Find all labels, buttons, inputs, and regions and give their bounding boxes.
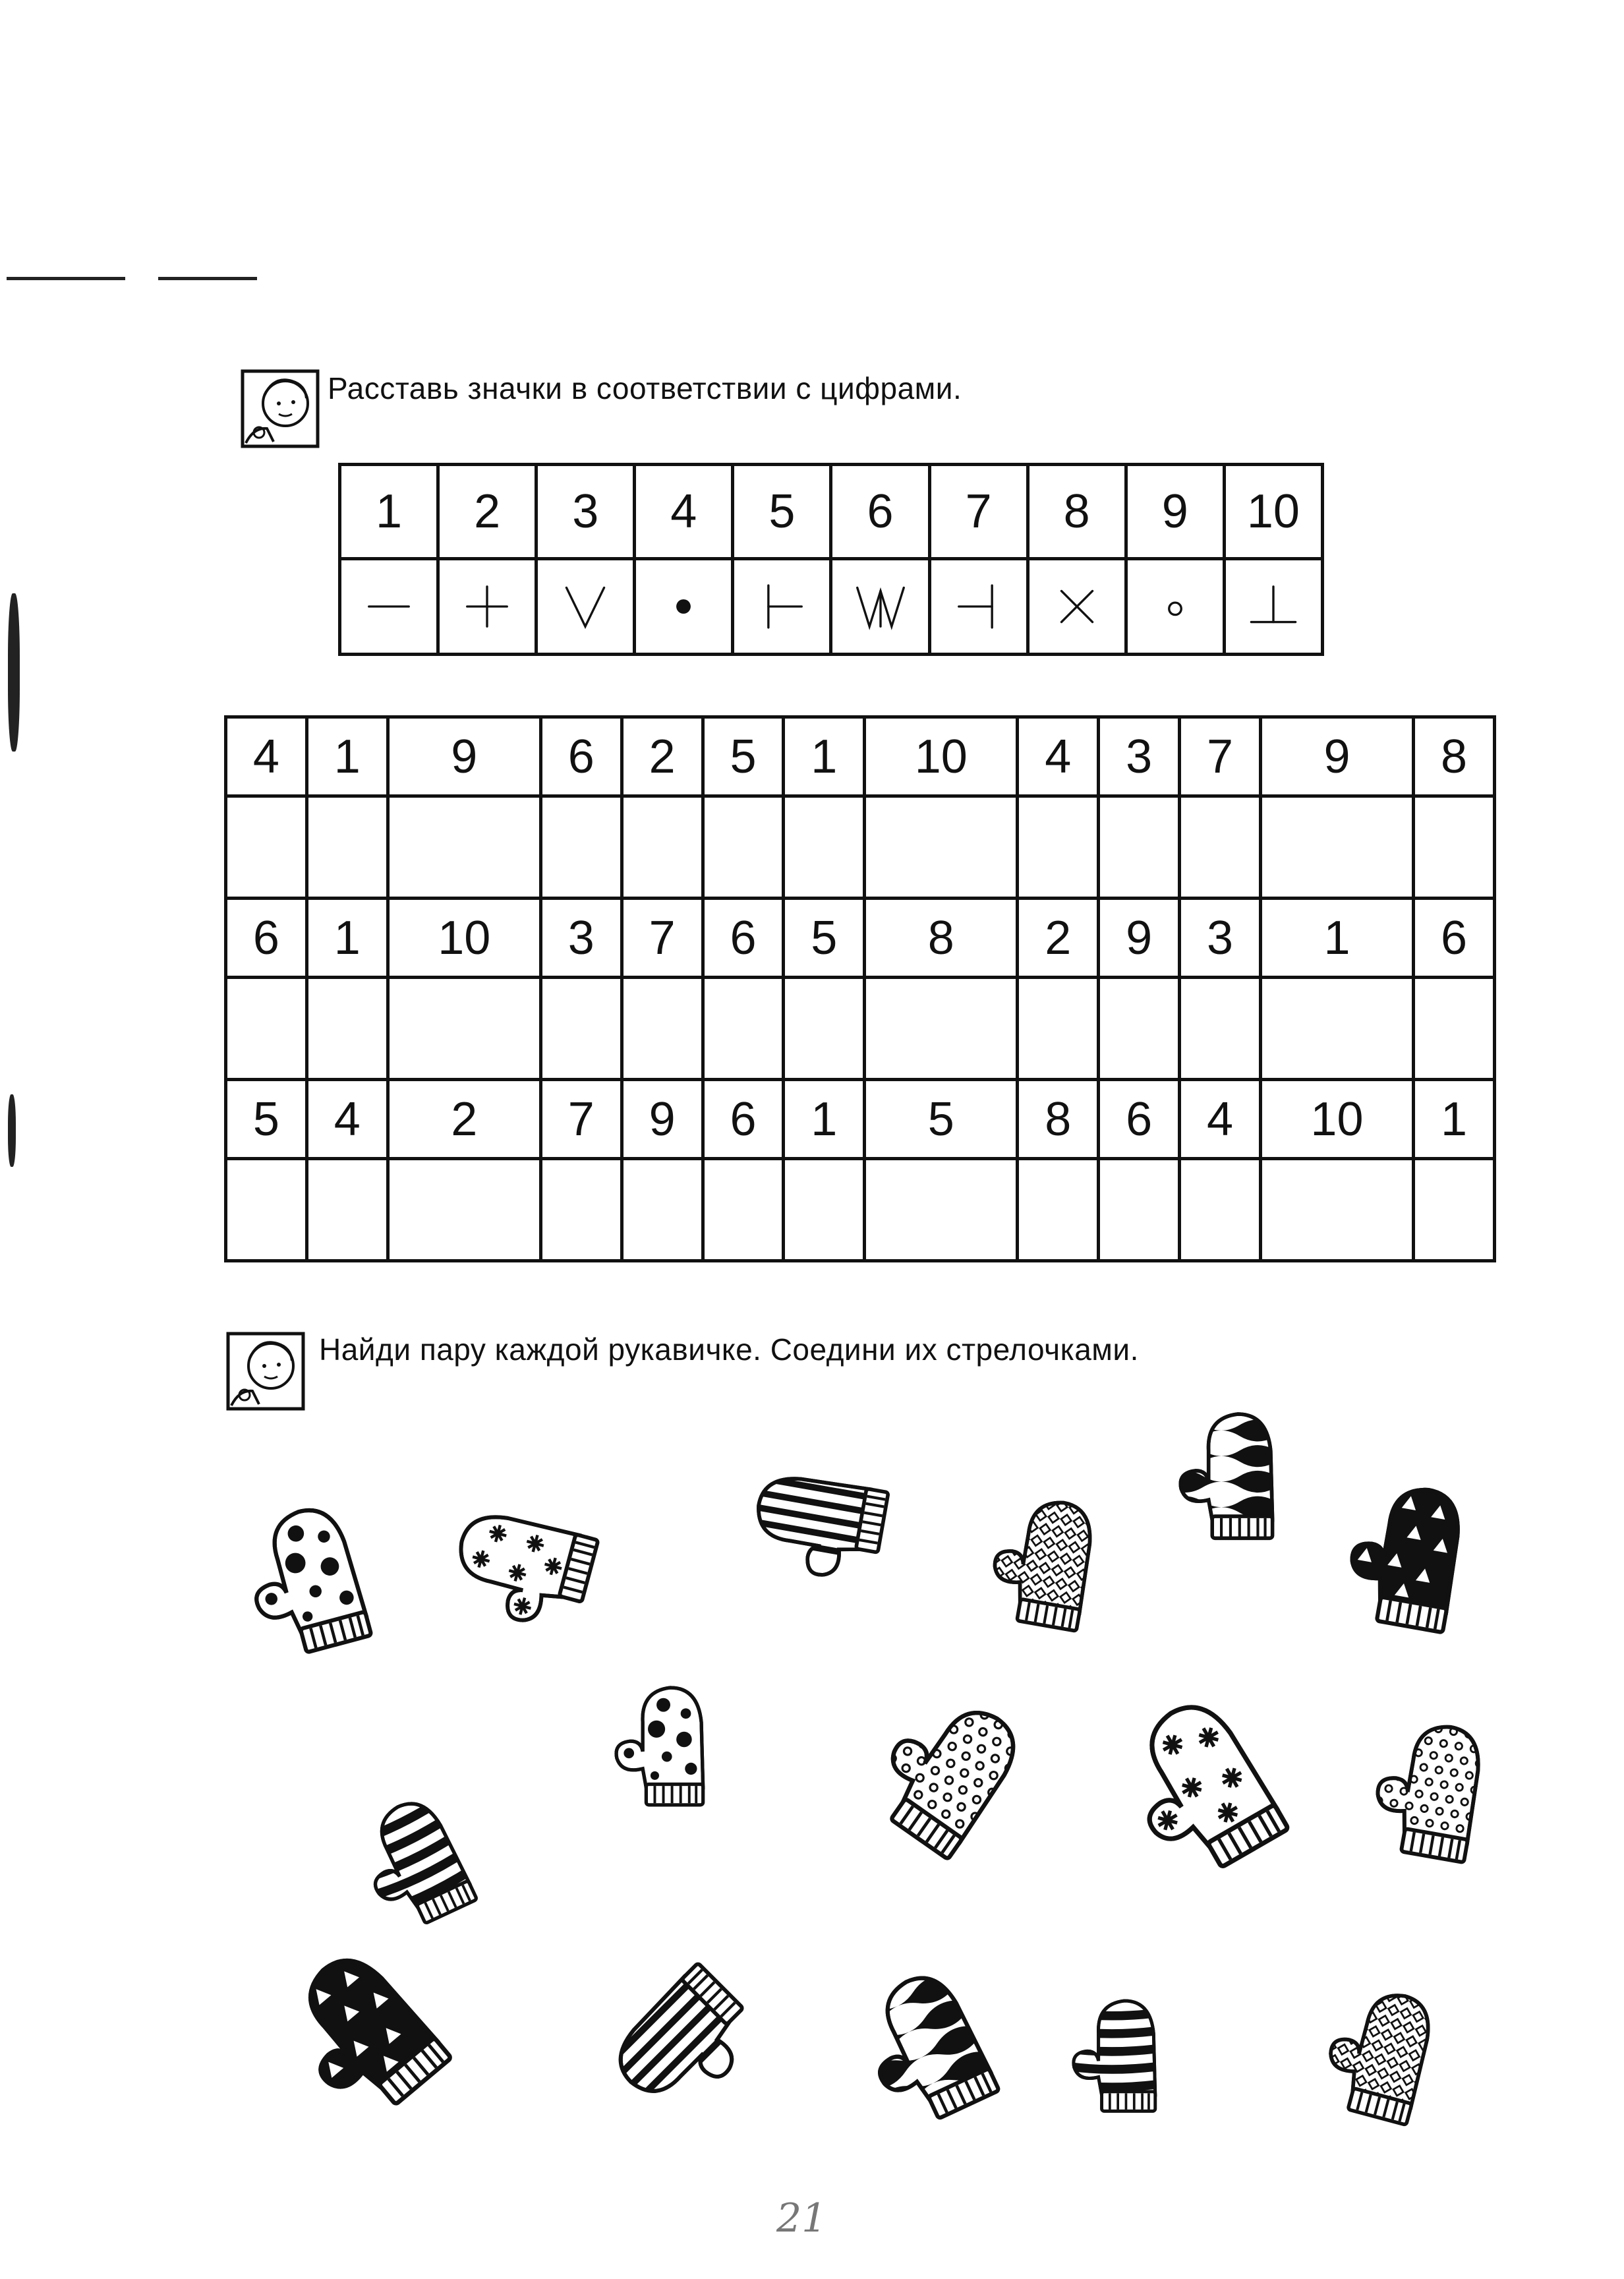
symbol-plus-icon [459, 579, 515, 634]
legend-symbol-cell [1224, 559, 1322, 655]
mitten-snowflakes[interactable] [1080, 1663, 1312, 1913]
mitten-waves[interactable] [1167, 1391, 1285, 1559]
puzzle-number-cell: 9 [622, 1080, 703, 1159]
puzzle-number-cell: 7 [622, 899, 703, 978]
puzzle-number-cell: 1 [1260, 899, 1413, 978]
puzzle-answer-cell[interactable] [865, 978, 1018, 1080]
puzzle-number-cell: 1 [784, 717, 865, 796]
child-face-icon [241, 369, 320, 448]
page-number: 21 [776, 2195, 827, 2241]
puzzle-number-cell: 7 [540, 1080, 622, 1159]
puzzle-number-cell: 8 [865, 899, 1018, 978]
symbol-legend-table [338, 463, 1324, 656]
puzzle-number-cell: 6 [226, 899, 307, 978]
puzzle-number-cell: 5 [226, 1080, 307, 1159]
puzzle-answer-cell[interactable] [388, 1159, 540, 1261]
legend-number-cell: 1 [340, 465, 438, 559]
puzzle-answer-cell[interactable] [1414, 978, 1495, 1080]
legend-number-cell: 5 [733, 465, 831, 559]
mitten-waves[interactable] [830, 1951, 1016, 2147]
mitten-tiny-circles-icon [1350, 1692, 1503, 1882]
puzzle-answer-cell[interactable] [622, 978, 703, 1080]
puzzle-answer-cell[interactable] [1180, 978, 1261, 1080]
puzzle-number-cell: 6 [1099, 1080, 1180, 1159]
puzzle-number-cell: 8 [1414, 717, 1495, 796]
puzzle-answer-cell[interactable] [1099, 796, 1180, 899]
mitten-tiny-circles-icon [834, 1655, 1059, 1879]
mitten-diamonds-icon [1293, 1933, 1463, 2168]
legend-number-cell: 6 [831, 465, 929, 559]
puzzle-number-row [226, 899, 1495, 978]
mitten-stripes-lengthwise[interactable] [730, 1418, 904, 1638]
mitten-stripes-icon [1061, 1965, 1167, 2143]
legend-number-cell: 7 [929, 465, 1028, 559]
puzzle-number-row [226, 717, 1495, 796]
puzzle-number-cell: 7 [1180, 717, 1261, 796]
puzzle-number-cell: 8 [1018, 1080, 1099, 1159]
symbol-t-up-icon [1246, 579, 1301, 634]
puzzle-answer-cell[interactable] [1260, 1159, 1413, 1261]
legend-symbol-cell [536, 559, 635, 655]
legend-number-cell: 3 [536, 465, 635, 559]
legend-symbol-cell [831, 559, 929, 655]
puzzle-number-cell: 6 [703, 899, 784, 978]
puzzle-answer-cell[interactable] [1099, 978, 1180, 1080]
mitten-stripes-lengthwise-icon [730, 1418, 901, 1637]
mitten-diamonds[interactable] [965, 1448, 1118, 1673]
legend-symbol-cell [438, 559, 536, 655]
puzzle-answer-cell[interactable] [1018, 796, 1099, 899]
puzzle-answer-cell[interactable] [703, 796, 784, 899]
puzzle-number-cell: 3 [1099, 717, 1180, 796]
puzzle-answer-cell[interactable] [703, 978, 784, 1080]
mitten-dots[interactable] [214, 1469, 392, 1692]
mitten-diamonds[interactable] [1292, 1933, 1463, 2171]
puzzle-answer-row [226, 978, 1495, 1080]
puzzle-number-cell: 2 [1018, 899, 1099, 978]
legend-symbol-cell [340, 559, 438, 655]
puzzle-answer-cell[interactable] [865, 1159, 1018, 1261]
puzzle-answer-cell[interactable] [1414, 796, 1495, 899]
puzzle-answer-cell[interactable] [226, 796, 307, 899]
puzzle-answer-cell[interactable] [226, 978, 307, 1080]
puzzle-answer-cell[interactable] [1180, 1159, 1261, 1261]
puzzle-answer-row [226, 1159, 1495, 1261]
puzzle-answer-cell[interactable] [1414, 1159, 1495, 1261]
puzzle-number-cell: 5 [784, 899, 865, 978]
puzzle-number-cell: 1 [784, 1080, 865, 1159]
puzzle-answer-cell[interactable] [540, 796, 622, 899]
legend-symbol-cell [929, 559, 1028, 655]
mitten-snowflakes-icon [1080, 1663, 1310, 1910]
symbol-cross-icon [1049, 579, 1105, 634]
puzzle-number-cell: 6 [540, 717, 622, 796]
puzzle-number-cell: 10 [865, 717, 1018, 796]
puzzle-number-cell: 1 [1414, 1080, 1495, 1159]
puzzle-number-row [226, 1080, 1495, 1159]
puzzle-answer-cell[interactable] [388, 978, 540, 1080]
puzzle-number-cell: 6 [1414, 899, 1495, 978]
puzzle-answer-cell[interactable] [306, 978, 388, 1080]
puzzle-answer-cell[interactable] [1180, 796, 1261, 899]
legend-number-cell: 8 [1028, 465, 1126, 559]
symbol-puzzle-grid [224, 715, 1496, 1262]
symbol-v-icon [558, 579, 613, 634]
mitten-triangles-icon [1324, 1454, 1485, 1652]
mitten-dots-icon [214, 1469, 391, 1688]
legend-number-cell: 4 [635, 465, 733, 559]
task-1-instruction: Расставь значки в соответствии с цифрами. [328, 371, 962, 405]
mitten-waves-icon [830, 1951, 1014, 2144]
puzzle-number-cell: 6 [703, 1080, 784, 1159]
puzzle-answer-cell[interactable] [1099, 1159, 1180, 1261]
puzzle-answer-cell[interactable] [703, 1159, 784, 1261]
legend-numbers-row [340, 465, 1323, 559]
edge-shadow [8, 593, 20, 752]
puzzle-number-cell: 1 [306, 899, 388, 978]
task-2-instruction: Найди пару каждой рукавичке. Соедини их стрелочками. [319, 1332, 1139, 1367]
scan-line [7, 277, 125, 280]
puzzle-number-cell: 3 [1180, 899, 1261, 978]
puzzle-answer-cell[interactable] [306, 1159, 388, 1261]
symbol-w-icon [853, 579, 908, 634]
legend-symbol-cell [635, 559, 733, 655]
puzzle-number-cell: 2 [388, 1080, 540, 1159]
puzzle-number-cell: 4 [1180, 1080, 1261, 1159]
symbol-circle-icon [1147, 579, 1203, 634]
mitten-stripes-lengthwise[interactable] [563, 1923, 807, 2168]
legend-symbols-row [340, 559, 1323, 655]
puzzle-answer-cell[interactable] [1260, 978, 1413, 1080]
puzzle-number-cell: 4 [1018, 717, 1099, 796]
symbol-t-right-icon [754, 579, 809, 634]
scan-line [158, 277, 257, 280]
mitten-stripes[interactable] [1061, 1965, 1167, 2146]
puzzle-number-cell: 4 [306, 1080, 388, 1159]
mitten-stripes-lengthwise-icon [563, 1925, 805, 2168]
puzzle-answer-cell[interactable] [306, 796, 388, 899]
puzzle-answer-cell[interactable] [1018, 1159, 1099, 1261]
child-face-icon [226, 1332, 305, 1411]
puzzle-answer-cell[interactable] [622, 796, 703, 899]
puzzle-number-cell: 2 [622, 717, 703, 796]
puzzle-answer-cell[interactable] [540, 1159, 622, 1261]
puzzle-answer-cell[interactable] [540, 978, 622, 1080]
symbol-t-left-icon [951, 579, 1006, 634]
puzzle-answer-cell[interactable] [784, 978, 865, 1080]
mitten-dots-icon [603, 1648, 715, 1839]
puzzle-number-cell: 3 [540, 899, 622, 978]
puzzle-answer-cell[interactable] [226, 1159, 307, 1261]
puzzle-number-cell: 10 [388, 899, 540, 978]
puzzle-answer-row [226, 796, 1495, 899]
puzzle-number-cell: 4 [226, 717, 307, 796]
symbol-dot-icon [656, 579, 711, 634]
mitten-tiny-circles[interactable] [832, 1655, 1059, 1881]
puzzle-number-cell: 9 [1260, 717, 1413, 796]
puzzle-number-cell: 5 [703, 717, 784, 796]
puzzle-answer-cell[interactable] [622, 1159, 703, 1261]
mitten-snowflakes[interactable] [424, 1456, 618, 1685]
legend-symbol-cell [1028, 559, 1126, 655]
mitten-waves-icon [1167, 1391, 1285, 1556]
puzzle-answer-cell[interactable] [388, 796, 540, 899]
puzzle-answer-cell[interactable] [784, 796, 865, 899]
puzzle-answer-cell[interactable] [1260, 796, 1413, 899]
puzzle-answer-cell[interactable] [1018, 978, 1099, 1080]
legend-number-cell: 9 [1126, 465, 1224, 559]
puzzle-answer-cell[interactable] [865, 796, 1018, 899]
puzzle-number-cell: 1 [306, 717, 388, 796]
mitten-dots[interactable] [603, 1648, 715, 1843]
legend-symbol-cell [733, 559, 831, 655]
legend-number-cell: 10 [1224, 465, 1322, 559]
mitten-tiny-circles[interactable] [1350, 1692, 1503, 1885]
edge-shadow [8, 1094, 16, 1167]
mitten-triangles[interactable] [1323, 1454, 1485, 1655]
mitten-diamonds-icon [966, 1448, 1118, 1671]
puzzle-number-cell: 5 [865, 1080, 1018, 1159]
puzzle-number-cell: 10 [1260, 1080, 1413, 1159]
puzzle-number-cell: 9 [388, 717, 540, 796]
puzzle-answer-cell[interactable] [784, 1159, 865, 1261]
legend-number-cell: 2 [438, 465, 536, 559]
puzzle-number-cell: 9 [1099, 899, 1180, 978]
mitten-snowflakes-icon [424, 1456, 615, 1684]
symbol-dash-icon [361, 579, 417, 634]
legend-symbol-cell [1126, 559, 1224, 655]
